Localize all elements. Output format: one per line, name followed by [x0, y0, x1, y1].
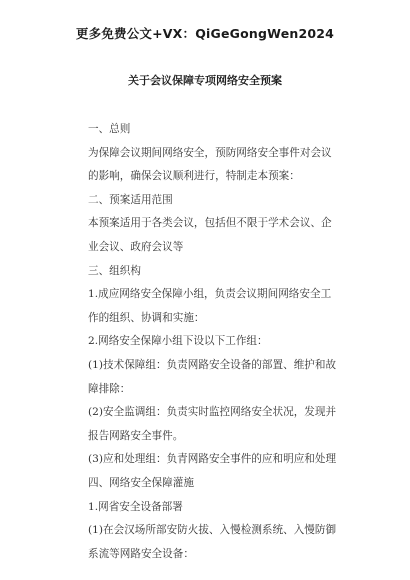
document-body [88, 118, 350, 566]
watermark-text: 更多免费公文+VX：QiGeGongWen2024 [75, 26, 335, 41]
document-title: 关于会议保障专项网络安全预案 [128, 74, 282, 87]
paragraph-line: 1.网省安全设备部署 [88, 500, 183, 513]
section-heading-organization: 三、组织构 [88, 264, 141, 277]
paragraph-line: 障排除： [88, 382, 131, 395]
paragraph-line: 业会议、政府会议等 [88, 240, 184, 253]
paragraph-line: 的影响，确保会议顺利进行，特制走本预案： [88, 170, 300, 183]
paragraph-line: 作的组织、协调和实施： [88, 311, 205, 324]
paragraph-line: (1)在会汉场所部安防火拔、入慢检测系统、入慢防御 [88, 524, 337, 537]
paragraph-line: 为保障会议期间网络安全，预防网络安全事件对会议 [88, 146, 332, 159]
paragraph-line: 系流等网路安全设备： [88, 547, 194, 560]
paragraph-line: (1)技术保障组：负责网路安全设备的部置、维护和故 [88, 358, 337, 371]
paragraph-line: 本预案适用于各类会议，包括但不限于学术会议、企 [88, 217, 332, 230]
paragraph-line: 报告网路安全事件。 [88, 429, 184, 442]
paragraph-line: (3)应和处理组：负青网路安全事件的应和明应和处理 [88, 453, 337, 466]
paragraph-line: (2)安全监调组：负责实时监控网络安全状况，发现并 [88, 406, 337, 419]
paragraph-line: 2.网络安全保障小组下设以下工作组： [88, 335, 268, 348]
section-heading-scope: 二、预案适用范围 [88, 193, 173, 206]
paragraph-line: 1.成应网络安全保障小组，负责会议期间网络安全工 [88, 288, 332, 301]
section-heading-general: 一、总则 [88, 123, 131, 135]
section-heading-measures: 四、网络安全保障灌施 [88, 476, 194, 489]
